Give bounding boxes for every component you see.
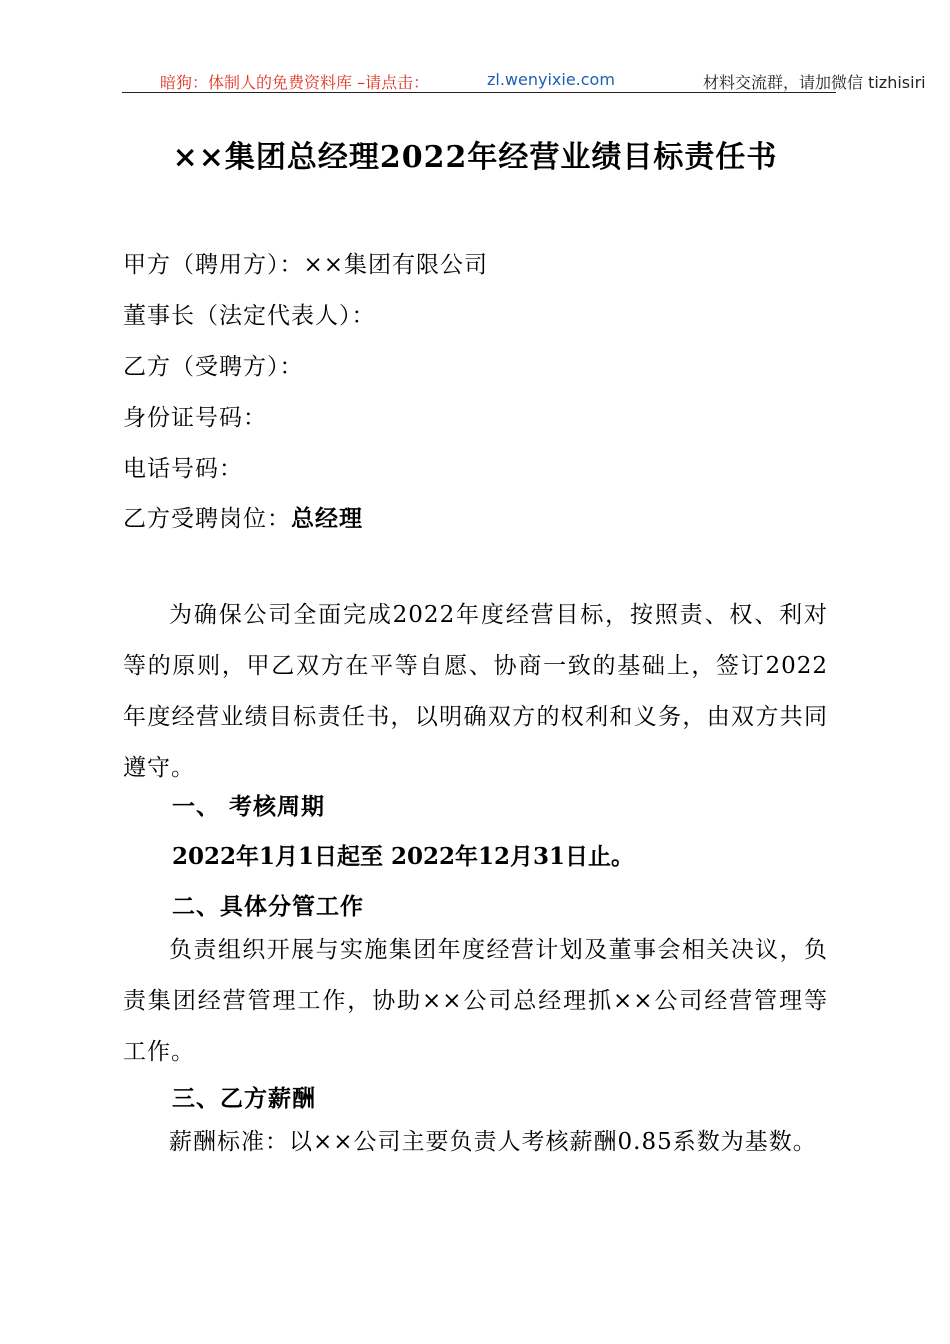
chairman-line: 董事长（法定代表人）： [123,303,376,329]
phone-line: 电话号码： [123,456,243,482]
promo-text: 暗狗：体制人的免费资料库 –请点击： [160,73,430,92]
id-number-line: 身份证号码： [123,405,267,431]
section-2-title: 二、具体分管工作 [172,893,364,920]
page-header [122,66,926,93]
position-value: 总经理 [291,505,363,532]
position-label: 乙方受聘岗位： [123,506,291,532]
section-1-body: 2022年1月1日起至 2022年12月31日止。 [172,843,635,870]
wechat-text: 材料交流群，请加微信 tizhisiri [703,73,926,92]
promo-link[interactable]: zl.wenyixie.com [487,70,615,89]
intro-paragraph: 为确保公司全面完成2022年度经营目标，按照责、权、利对等的原则，甲乙双方在平等自愿、协商一致的基础上，签订2022年度经营业绩目标责任书，以明确双方的权利和义务，由双方共同遵守。 [123,602,828,781]
position-line [123,500,363,533]
section-1-title: 一、 考核周期 [172,793,326,820]
section-3-title: 三、乙方薪酬 [172,1085,316,1112]
section-3-body: 薪酬标准：以××公司主要负责人考核薪酬0.85系数为基数。 [169,1129,817,1155]
party-a-line: 甲方（聘用方）：××集团有限公司 [123,252,489,278]
document-title: ××集团总经理2022年经营业绩目标责任书 [172,140,778,175]
section-2-body: 负责组织开展与实施集团年度经营计划及董事会相关决议，负责集团经营管理工作，协助××公司总经理抓××公司经营管理等工作。 [123,937,828,1065]
party-b-line: 乙方（受聘方）： [123,354,304,380]
